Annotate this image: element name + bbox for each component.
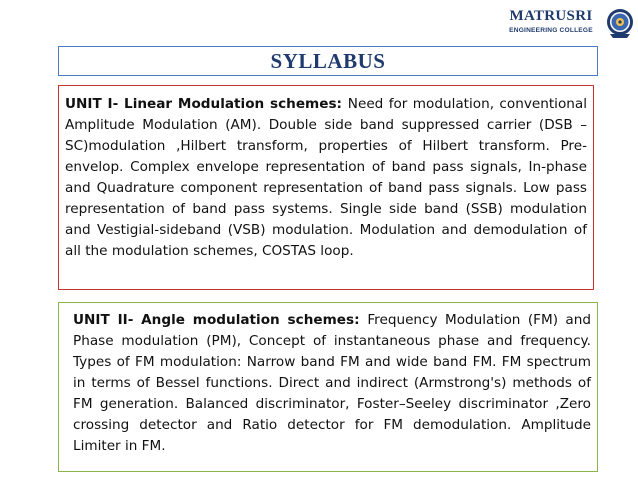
title-banner (58, 46, 598, 76)
unit-2-box (58, 302, 598, 472)
unit-2-body: Frequency Modulation (FM) and Phase modulation (PM), Concept of instantaneous phase and frequency. Types of FM modulation: Narrow band FM and wide band FM. FM spectrum in terms of Bessel functions. Direct and indirect (Armstrong's) methods of FM generation. Balanced discriminator, Foster–Seeley discriminator ,Zero crossing detector and Ratio detector for FM demodulation. Amplitude Limiter in FM. (73, 312, 591, 454)
unit-1-body: Need for modulation, conventional Amplitude Modulation (AM). Double side band suppressed carrier (DSB –SC)modulation ,Hilbert transform, properties of Hilbert transform. Pre-envelop. Complex envelope representation of band pass signals, In-phase and Quadrature component representation of band pass signals. Low pass representation of band pass systems. Single side band (SSB) modulation and Vestigial-sideband (VSB) modulation. Modulation and demodulation of all the modulation schemes, COSTAS loop. (65, 96, 588, 259)
unit-2-heading: UNIT II- Angle modulation schemes: (73, 312, 368, 328)
page-title: SYLLABUS (270, 48, 386, 73)
college-brand (472, 6, 632, 40)
college-name: MATRUSRI (509, 8, 593, 24)
unit-1-box (58, 85, 594, 290)
college-subtitle: ENGINEERING COLLEGE (509, 27, 593, 34)
unit-1-heading: UNIT I- Linear Modulation schemes: (65, 96, 348, 112)
college-crest-icon (606, 6, 634, 40)
